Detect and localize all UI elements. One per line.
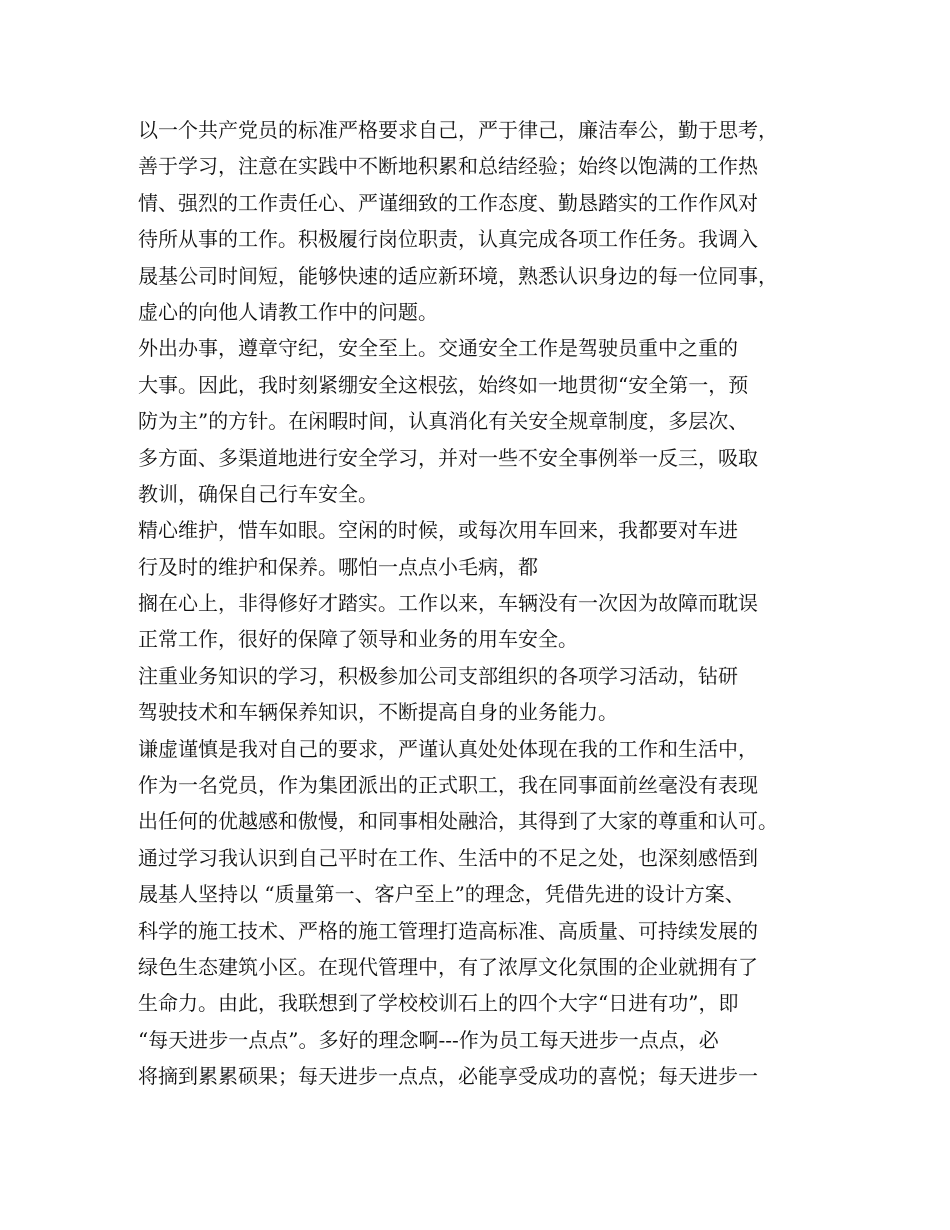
text-line: 通过学习我认识到自己平时在工作、生活中的不足之处，也深刻感悟到	[138, 845, 758, 870]
text-line: 晟基人坚持以 “质量第一、客户至上”的理念，凭借先进的设计方案、	[138, 882, 745, 907]
text-line: 注重业务知识的学习，积极参加公司支部组织的各项学习活动，钻研	[138, 663, 738, 688]
text-line: 以一个共产党员的标准严格要求自己，严于律己，廉洁奉公，勤于思考，	[138, 118, 778, 142]
text-line: 将摘到累累硕果；每天进步一点点，必能享受成功的喜悦；每天进步一	[138, 1064, 758, 1089]
document-body	[138, 112, 838, 1095]
text-line: 谦虚谨慎是我对自己的要求，严谨认真处处体现在我的工作和生活中，	[138, 736, 758, 761]
text-line: 作为一名党员，作为集团派出的正式职工，我在同事面前丝毫没有表现	[138, 773, 758, 798]
text-line: 晟基公司时间短，能够快速的适应新环境，熟悉认识身边的每一位同事，	[138, 263, 778, 288]
text-line: 科学的施工技术、严格的施工管理打造高标准、高质量、可持续发展的	[138, 918, 758, 943]
text-line: 待所从事的工作。积极履行岗位职责，认真完成各项工作任务。我调入	[138, 227, 758, 252]
text-line: 虚心的向他人请教工作中的问题。	[138, 299, 438, 324]
text-line: 生命力。由此，我联想到了学校校训石上的四个大字“日进有功”，即	[138, 991, 739, 1016]
text-line: 大事。因此，我时刻紧绷安全这根弦，始终如一地贯彻“安全第一，预	[138, 372, 749, 397]
text-line: “每天进步一点点”。多好的理念啊---作为员工每天进步一点点，必	[138, 1027, 719, 1052]
text-line: 善于学习，注意在实践中不断地积累和总结经验；始终以饱满的工作热	[138, 154, 758, 179]
text-line: 驾驶技术和车辆保养知识，不断提高自身的业务能力。	[138, 700, 618, 725]
text-line: 行及时的维护和保养。哪怕一点点小毛病，都	[138, 554, 538, 579]
text-line: 教训，确保自己行车安全。	[138, 481, 378, 506]
text-line: 搁在心上，非得修好才踏实。工作以来，车辆没有一次因为故障而耽误	[138, 591, 758, 616]
text-line: 多方面、多渠道地进行安全学习，并对一些不安全事例举一反三，吸取	[138, 445, 758, 470]
text-line: 绿色生态建筑小区。在现代管理中，有了浓厚文化氛围的企业就拥有了	[138, 954, 758, 979]
text-line: 情、强烈的工作责任心、严谨细致的工作态度、勤恳踏实的工作作风对	[138, 190, 758, 215]
text-line: 防为主”的方针。在闲暇时间，认真消化有关安全规章制度，多层次、	[138, 409, 749, 434]
text-line: 正常工作，很好的保障了领导和业务的用车安全。	[138, 627, 578, 652]
text-line: 出任何的优越感和傲慢，和同事相处融洽，其得到了大家的尊重和认可。	[138, 809, 778, 834]
text-line: 外出办事，遵章守纪，安全至上。交通安全工作是驾驶员重中之重的	[138, 336, 738, 361]
text-line: 精心维护，惜车如眼。空闲的时候，或每次用车回来，我都要对车进	[138, 518, 738, 543]
